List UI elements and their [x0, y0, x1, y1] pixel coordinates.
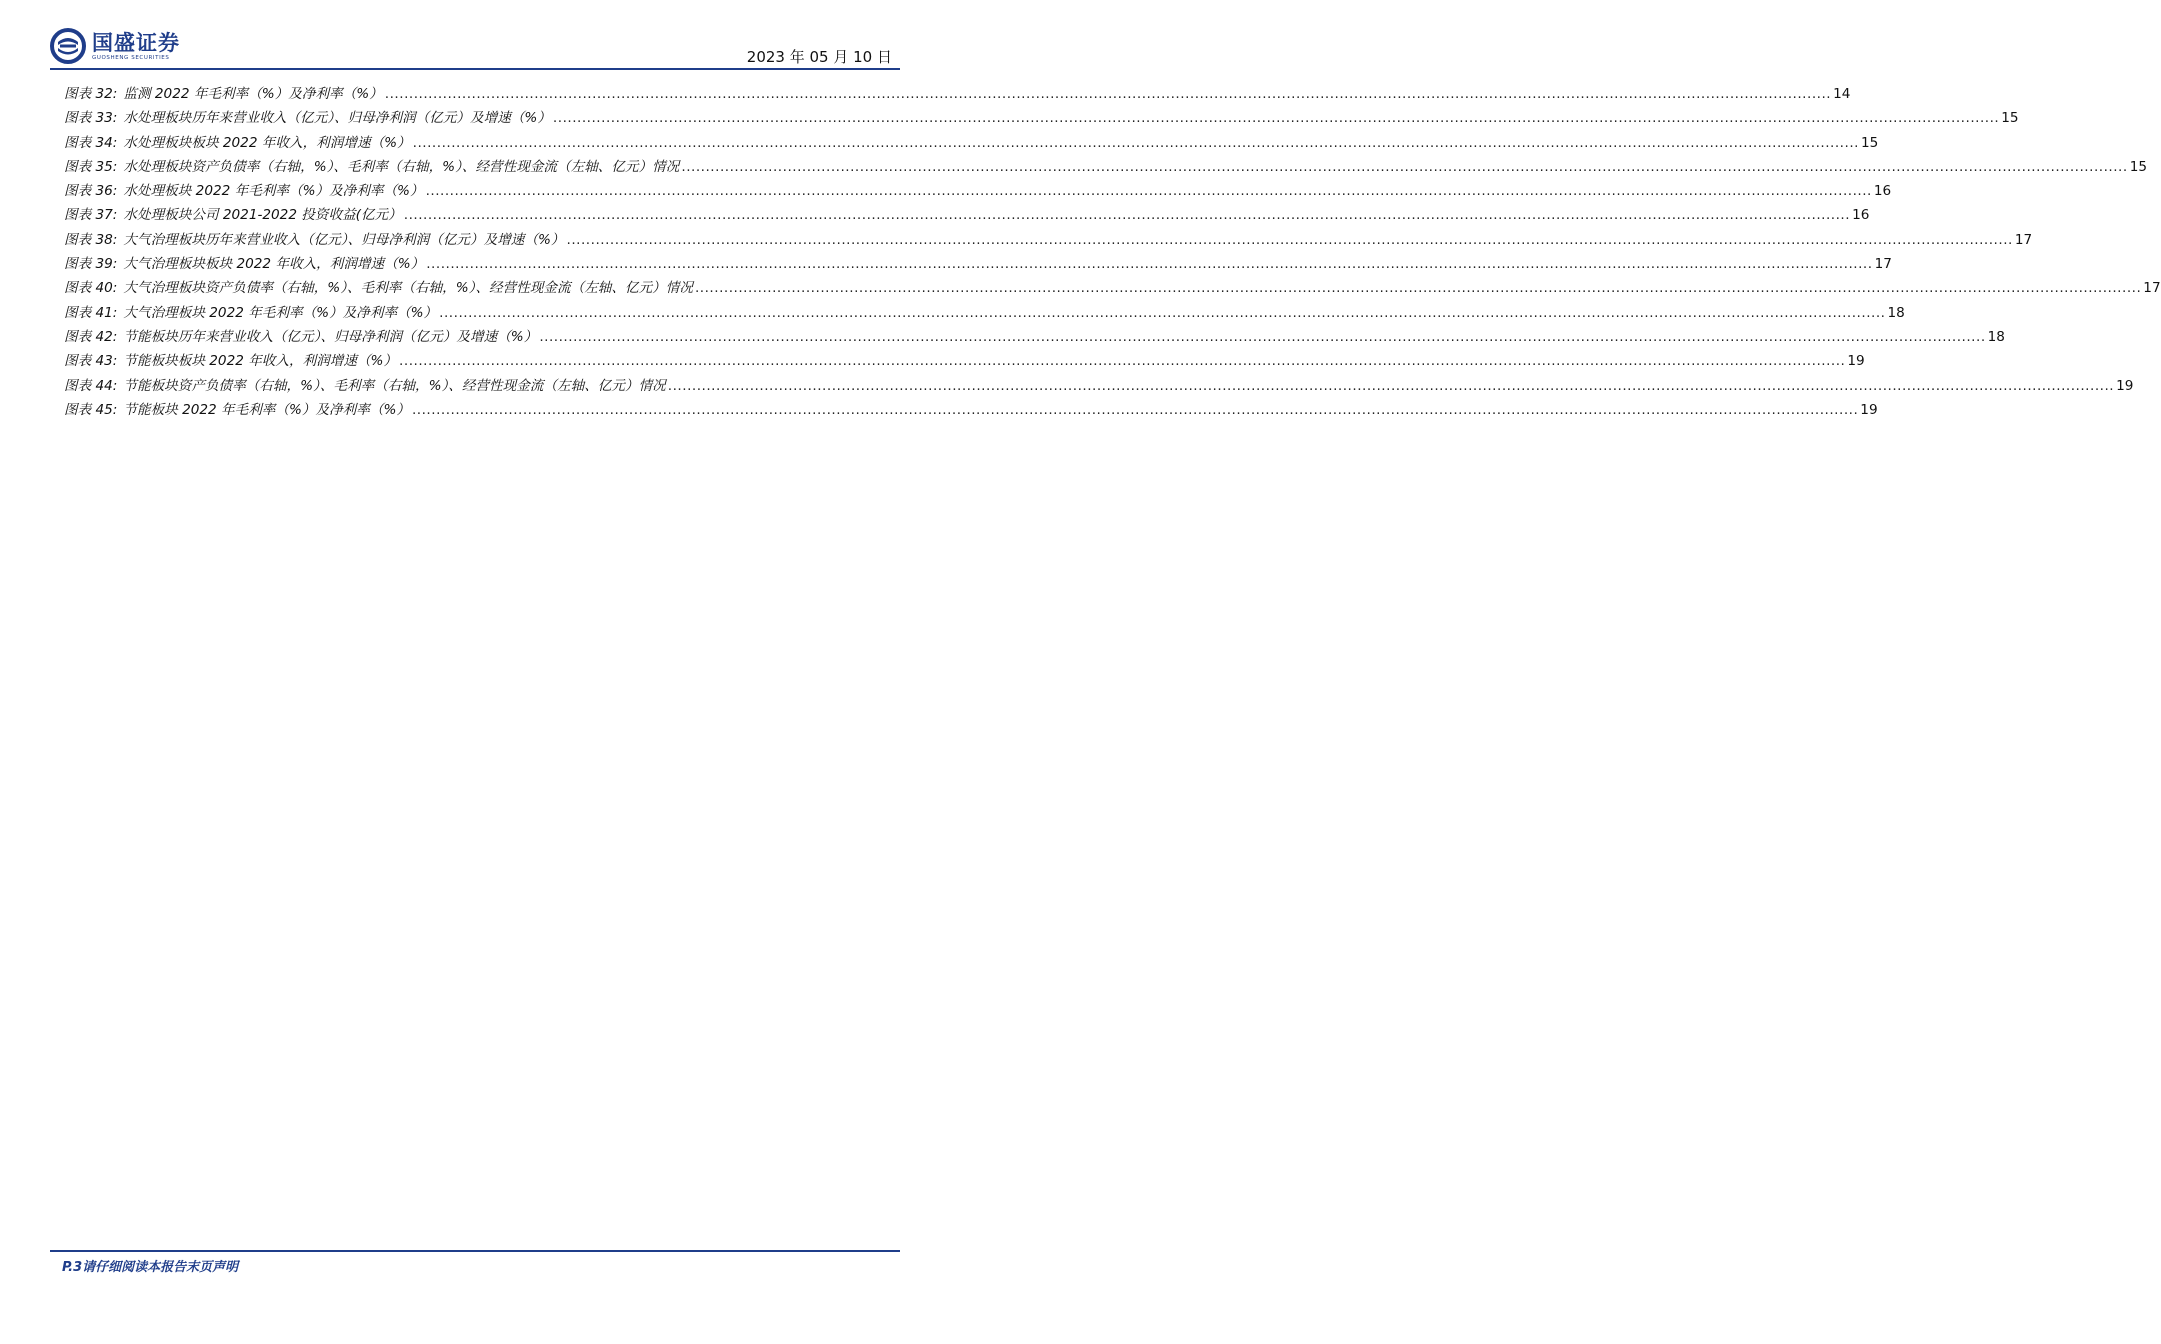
toc-entry-page: 19 — [2116, 377, 2134, 394]
company-name-cn: 国盛证券 — [92, 30, 180, 55]
toc-entry-page: 14 — [1833, 86, 1851, 102]
toc-entry-title: 节能板块资产负债率（右轴，%）、毛利率（右轴，%）、经营性现金流（左轴、亿元）情况 — [123, 377, 666, 394]
toc-entry-number: 图表 39: — [64, 256, 118, 273]
footer-disclaimer: P.3请仔细阅读本报告末页声明 — [62, 1260, 239, 1275]
toc-entry-title: 大气治理板块板块 2022 年收入，利润增速（%） — [123, 256, 425, 273]
toc-entry[interactable] — [64, 179, 1892, 203]
toc-dot-leader: ............................................................................................................................................................................................................................................................................................................ — [552, 110, 2000, 127]
toc-entry-page: 16 — [1852, 207, 1870, 224]
toc-entry[interactable] — [64, 398, 1878, 422]
toc-entry[interactable] — [64, 155, 2148, 179]
toc-entry[interactable] — [64, 203, 1870, 227]
toc-entry[interactable] — [64, 349, 1865, 373]
toc-entry-page: 18 — [1987, 328, 2005, 345]
toc-dot-leader: ............................................................................................................................................................................................................................................................................................................ — [426, 256, 1873, 273]
toc-entry-number: 图表 33: — [64, 110, 118, 127]
toc-entry-number: 图表 45: — [64, 401, 118, 418]
toc-entry-title: 监测 2022 年毛利率（%）及净利率（%） — [123, 86, 383, 102]
report-date: 2023 年 05 月 10 日 — [746, 48, 892, 66]
toc-entry-title: 水处理板块板块 2022 年收入，利润增速（%） — [123, 134, 411, 151]
toc-entry-page: 16 — [1873, 183, 1892, 200]
toc-entry-title: 水处理板块 2022 年毛利率（%）及净利率（%） — [123, 183, 424, 200]
toc-entry[interactable] — [64, 276, 2161, 300]
toc-entry[interactable] — [64, 228, 2033, 252]
toc-dot-leader: ............................................................................................................................................................................................................................................................................................................ — [399, 353, 1846, 370]
toc-entry-page: 15 — [1860, 134, 1879, 151]
toc-entry-number: 图表 34: — [64, 134, 118, 151]
toc-entry-title: 节能板块历年来营业收入（亿元）、归母净利润（亿元）及增速（%） — [123, 328, 538, 345]
toc-entry-page: 15 — [2129, 158, 2148, 175]
toc-dot-leader: ............................................................................................................................................................................................................................................................................................................ — [667, 377, 2115, 394]
company-logo — [50, 28, 180, 64]
toc-entry-title: 水处理板块资产负债率（右轴，%）、毛利率（右轴，%）、经营性现金流（左轴、亿元）情况 — [123, 158, 680, 175]
toc-dot-leader: ............................................................................................................................................................................................................................................................................................................ — [539, 328, 1986, 345]
toc-entry-number: 图表 40: — [64, 280, 118, 297]
toc-entry-page: 15 — [2001, 110, 2019, 127]
toc-dot-leader: ............................................................................................................................................................................................................................................................................................................ — [681, 158, 2128, 175]
toc-entry[interactable] — [64, 325, 2005, 349]
toc-entry[interactable] — [64, 374, 2134, 398]
toc-entry[interactable] — [64, 82, 1851, 106]
toc-entry-page: 17 — [1874, 256, 1892, 273]
toc-entry-title: 节能板块板块 2022 年收入，利润增速（%） — [123, 353, 398, 370]
toc-entry-number: 图表 36: — [64, 183, 118, 200]
toc-entry-page: 17 — [2143, 280, 2161, 297]
table-of-figures — [64, 82, 2161, 422]
toc-dot-leader: ............................................................................................................................................................................................................................................................................................................ — [439, 304, 1886, 321]
toc-entry[interactable] — [64, 131, 1879, 155]
toc-entry[interactable] — [64, 252, 1892, 276]
toc-dot-leader: ............................................................................................................................................................................................................................................................................................................ — [425, 183, 1872, 200]
toc-entry-number: 图表 41: — [64, 304, 118, 321]
toc-dot-leader: ............................................................................................................................................................................................................................................................................................................ — [403, 207, 1851, 224]
toc-entry-page: 19 — [1860, 401, 1878, 418]
company-name-en: GUOSHENG SECURITIES — [92, 54, 170, 61]
toc-entry-number: 图表 37: — [64, 207, 118, 224]
toc-dot-leader: ............................................................................................................................................................................................................................................................................................................ — [384, 86, 1832, 102]
toc-entry-title: 大气治理板块资产负债率（右轴，%）、毛利率（右轴，%）、经营性现金流（左轴、亿元）情况 — [123, 280, 693, 297]
toc-entry-title: 大气治理板块 2022 年毛利率（%）及净利率（%） — [123, 304, 438, 321]
toc-entry-title: 大气治理板块历年来营业收入（亿元）、归母净利润（亿元）及增速（%） — [123, 231, 565, 248]
toc-dot-leader: ............................................................................................................................................................................................................................................................................................................ — [694, 280, 2142, 297]
toc-dot-leader: ............................................................................................................................................................................................................................................................................................................ — [412, 134, 1859, 151]
toc-entry-title: 节能板块 2022 年毛利率（%）及净利率（%） — [123, 401, 410, 418]
toc-entry-title: 水处理板块历年来营业收入（亿元）、归母净利润（亿元）及增速（%） — [123, 110, 551, 127]
toc-dot-leader: ............................................................................................................................................................................................................................................................................................................ — [566, 231, 2013, 248]
toc-entry-number: 图表 32: — [64, 86, 118, 102]
header-divider — [50, 68, 900, 70]
footer-divider — [50, 1250, 900, 1252]
toc-entry-number: 图表 42: — [64, 328, 118, 345]
toc-entry-page: 18 — [1887, 304, 1905, 321]
page-header — [0, 0, 950, 72]
toc-dot-leader: ............................................................................................................................................................................................................................................................................................................ — [411, 401, 1859, 418]
toc-entry-number: 图表 43: — [64, 353, 118, 370]
toc-entry-number: 图表 35: — [64, 158, 118, 175]
toc-entry-number: 图表 44: — [64, 377, 118, 394]
guosheng-logo-icon — [50, 28, 86, 64]
toc-entry[interactable] — [64, 301, 1905, 325]
toc-entry[interactable] — [64, 106, 2019, 130]
toc-entry-title: 水处理板块公司 2021-2022 投资收益(亿元） — [123, 207, 402, 224]
toc-entry-page: 17 — [2014, 231, 2033, 248]
toc-entry-page: 19 — [1847, 353, 1865, 370]
logo-text — [92, 31, 180, 62]
toc-entry-number: 图表 38: — [64, 231, 118, 248]
